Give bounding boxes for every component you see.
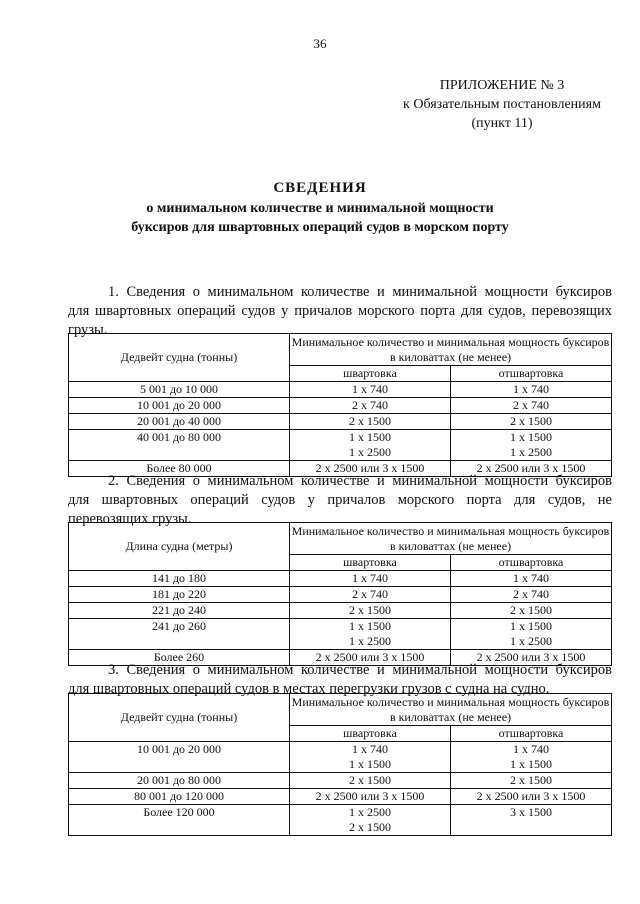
section-2-line: перевозящих грузы. (68, 511, 192, 527)
table-row (69, 571, 612, 587)
title-heading: СВЕДЕНИЯ (273, 180, 367, 196)
table-2-group-header: Минимальное количество и минимальная мощность буксиров в киловаттах (не менее) (290, 523, 612, 555)
table-row (69, 789, 612, 805)
section-1-line: для швартовных операций судов у причалов морского порта для судов, перевозящих (68, 303, 612, 319)
section-2-text (68, 472, 612, 529)
mooring-value: 2 x 1500 (290, 773, 451, 789)
row-label: Более 260 (69, 650, 290, 666)
table-row (69, 805, 612, 836)
table-row (69, 398, 612, 414)
table-1-mooring-header: швартовка (290, 366, 451, 382)
appendix-header (392, 76, 612, 133)
section-2-line: 2. Сведения о минимальном количестве и минимальной мощности буксиров (108, 473, 612, 489)
mooring-value: 1 x 740 (290, 382, 451, 398)
table-2-col1-header: Длина судна (метры) (69, 523, 290, 571)
row-label: 40 001 до 80 000 (69, 430, 290, 461)
row-label: 181 до 220 (69, 587, 290, 603)
row-label: Более 120 000 (69, 805, 290, 836)
unmooring-value: 2 x 1500 (451, 603, 612, 619)
mooring-line: 2 x 1500 (349, 820, 391, 834)
unmooring-value (451, 619, 612, 650)
mooring-value (290, 619, 451, 650)
mooring-value: 2 x 1500 (290, 414, 451, 430)
table-1-group-header: Минимальное количество и минимальная мощность буксиров в киловаттах (не менее) (290, 334, 612, 366)
unmooring-line: 1 x 2500 (510, 445, 552, 459)
table-row (69, 619, 612, 650)
mooring-line: 1 x 2500 (349, 805, 391, 819)
section-3-line: 3. Сведения о минимальном количестве и минимальной мощности буксиров (108, 662, 612, 678)
unmooring-line: 1 x 1500 (510, 430, 552, 444)
unmooring-value: 1 x 740 (451, 382, 612, 398)
title-line-3: буксиров для швартовных операций судов в морском порту (131, 220, 509, 235)
section-1-line: 1. Сведения о минимальном количестве и минимальной мощности буксиров (108, 284, 612, 300)
document-title (0, 178, 640, 237)
table-1 (68, 333, 612, 477)
section-3-line: для швартовных операций судов в местах перегрузки грузов с судна на судно. (68, 681, 550, 697)
appendix-line-2: к Обязательным постановлениям (403, 97, 601, 112)
section-2-line: для швартовных операций судов у причалов морского порта для судов, не (68, 492, 612, 508)
section-1-line: грузы. (68, 322, 108, 338)
table-3-mooring-header: швартовка (290, 726, 451, 742)
unmooring-value: 2 x 740 (451, 587, 612, 603)
unmooring-line: 1 x 2500 (510, 634, 552, 648)
mooring-value: 2 x 1500 (290, 603, 451, 619)
unmooring-value (451, 742, 612, 773)
table-row (69, 587, 612, 603)
table-row (69, 430, 612, 461)
table-row (69, 414, 612, 430)
title-line-2: о минимальном количестве и минимальной мощности (146, 201, 494, 216)
mooring-value: 2 x 2500 или 3 x 1500 (290, 650, 451, 666)
table-3 (68, 693, 612, 836)
mooring-value: 2 x 740 (290, 587, 451, 603)
table-row (69, 603, 612, 619)
mooring-line: 1 x 740 (352, 742, 388, 756)
unmooring-value: 3 x 1500 (451, 805, 612, 836)
mooring-line: 1 x 2500 (349, 634, 391, 648)
mooring-line: 1 x 1500 (349, 430, 391, 444)
table-row (69, 742, 612, 773)
section-1-text (68, 283, 612, 340)
row-label: Более 80 000 (69, 461, 290, 477)
row-label: 5 001 до 10 000 (69, 382, 290, 398)
row-label: 141 до 180 (69, 571, 290, 587)
row-label: 20 001 до 40 000 (69, 414, 290, 430)
unmooring-line: 1 x 740 (513, 742, 549, 756)
row-label: 80 001 до 120 000 (69, 789, 290, 805)
table-3-group-header: Минимальное количество и минимальная мощность буксиров в киловаттах (не менее) (290, 694, 612, 726)
unmooring-value: 2 x 2500 или 3 x 1500 (451, 461, 612, 477)
table-1-unmooring-header: отшвартовка (451, 366, 612, 382)
table-2-mooring-header: швартовка (290, 555, 451, 571)
unmooring-value: 2 x 1500 (451, 414, 612, 430)
table-3-col1-header: Дедвейт судна (тонны) (69, 694, 290, 742)
mooring-value: 2 x 740 (290, 398, 451, 414)
unmooring-value: 2 x 2500 или 3 x 1500 (451, 650, 612, 666)
unmooring-value: 2 x 2500 или 3 x 1500 (451, 789, 612, 805)
table-2-unmooring-header: отшвартовка (451, 555, 612, 571)
page-number: 36 (313, 36, 327, 51)
row-label: 10 001 до 20 000 (69, 742, 290, 773)
mooring-value (290, 805, 451, 836)
unmooring-value: 1 x 740 (451, 571, 612, 587)
unmooring-value: 2 x 740 (451, 398, 612, 414)
row-label: 241 до 260 (69, 619, 290, 650)
table-3-unmooring-header: отшвартовка (451, 726, 612, 742)
mooring-value: 2 x 2500 или 3 x 1500 (290, 789, 451, 805)
mooring-line: 1 x 1500 (349, 619, 391, 633)
mooring-value (290, 742, 451, 773)
row-label: 10 001 до 20 000 (69, 398, 290, 414)
appendix-line-3: (пункт 11) (471, 116, 533, 131)
mooring-line: 1 x 1500 (349, 757, 391, 771)
mooring-value: 2 x 2500 или 3 x 1500 (290, 461, 451, 477)
unmooring-value: 2 x 1500 (451, 773, 612, 789)
row-label: 221 до 240 (69, 603, 290, 619)
mooring-value (290, 430, 451, 461)
unmooring-value (451, 430, 612, 461)
unmooring-line: 1 x 1500 (510, 619, 552, 633)
row-label: 20 001 до 80 000 (69, 773, 290, 789)
table-row (69, 382, 612, 398)
mooring-value: 1 x 740 (290, 571, 451, 587)
mooring-line: 1 x 2500 (349, 445, 391, 459)
unmooring-line: 1 x 1500 (510, 757, 552, 771)
appendix-line-1: ПРИЛОЖЕНИЕ № 3 (439, 78, 565, 93)
table-row (69, 773, 612, 789)
table-1-col1-header: Дедвейт судна (тонны) (69, 334, 290, 382)
table-2 (68, 522, 612, 666)
